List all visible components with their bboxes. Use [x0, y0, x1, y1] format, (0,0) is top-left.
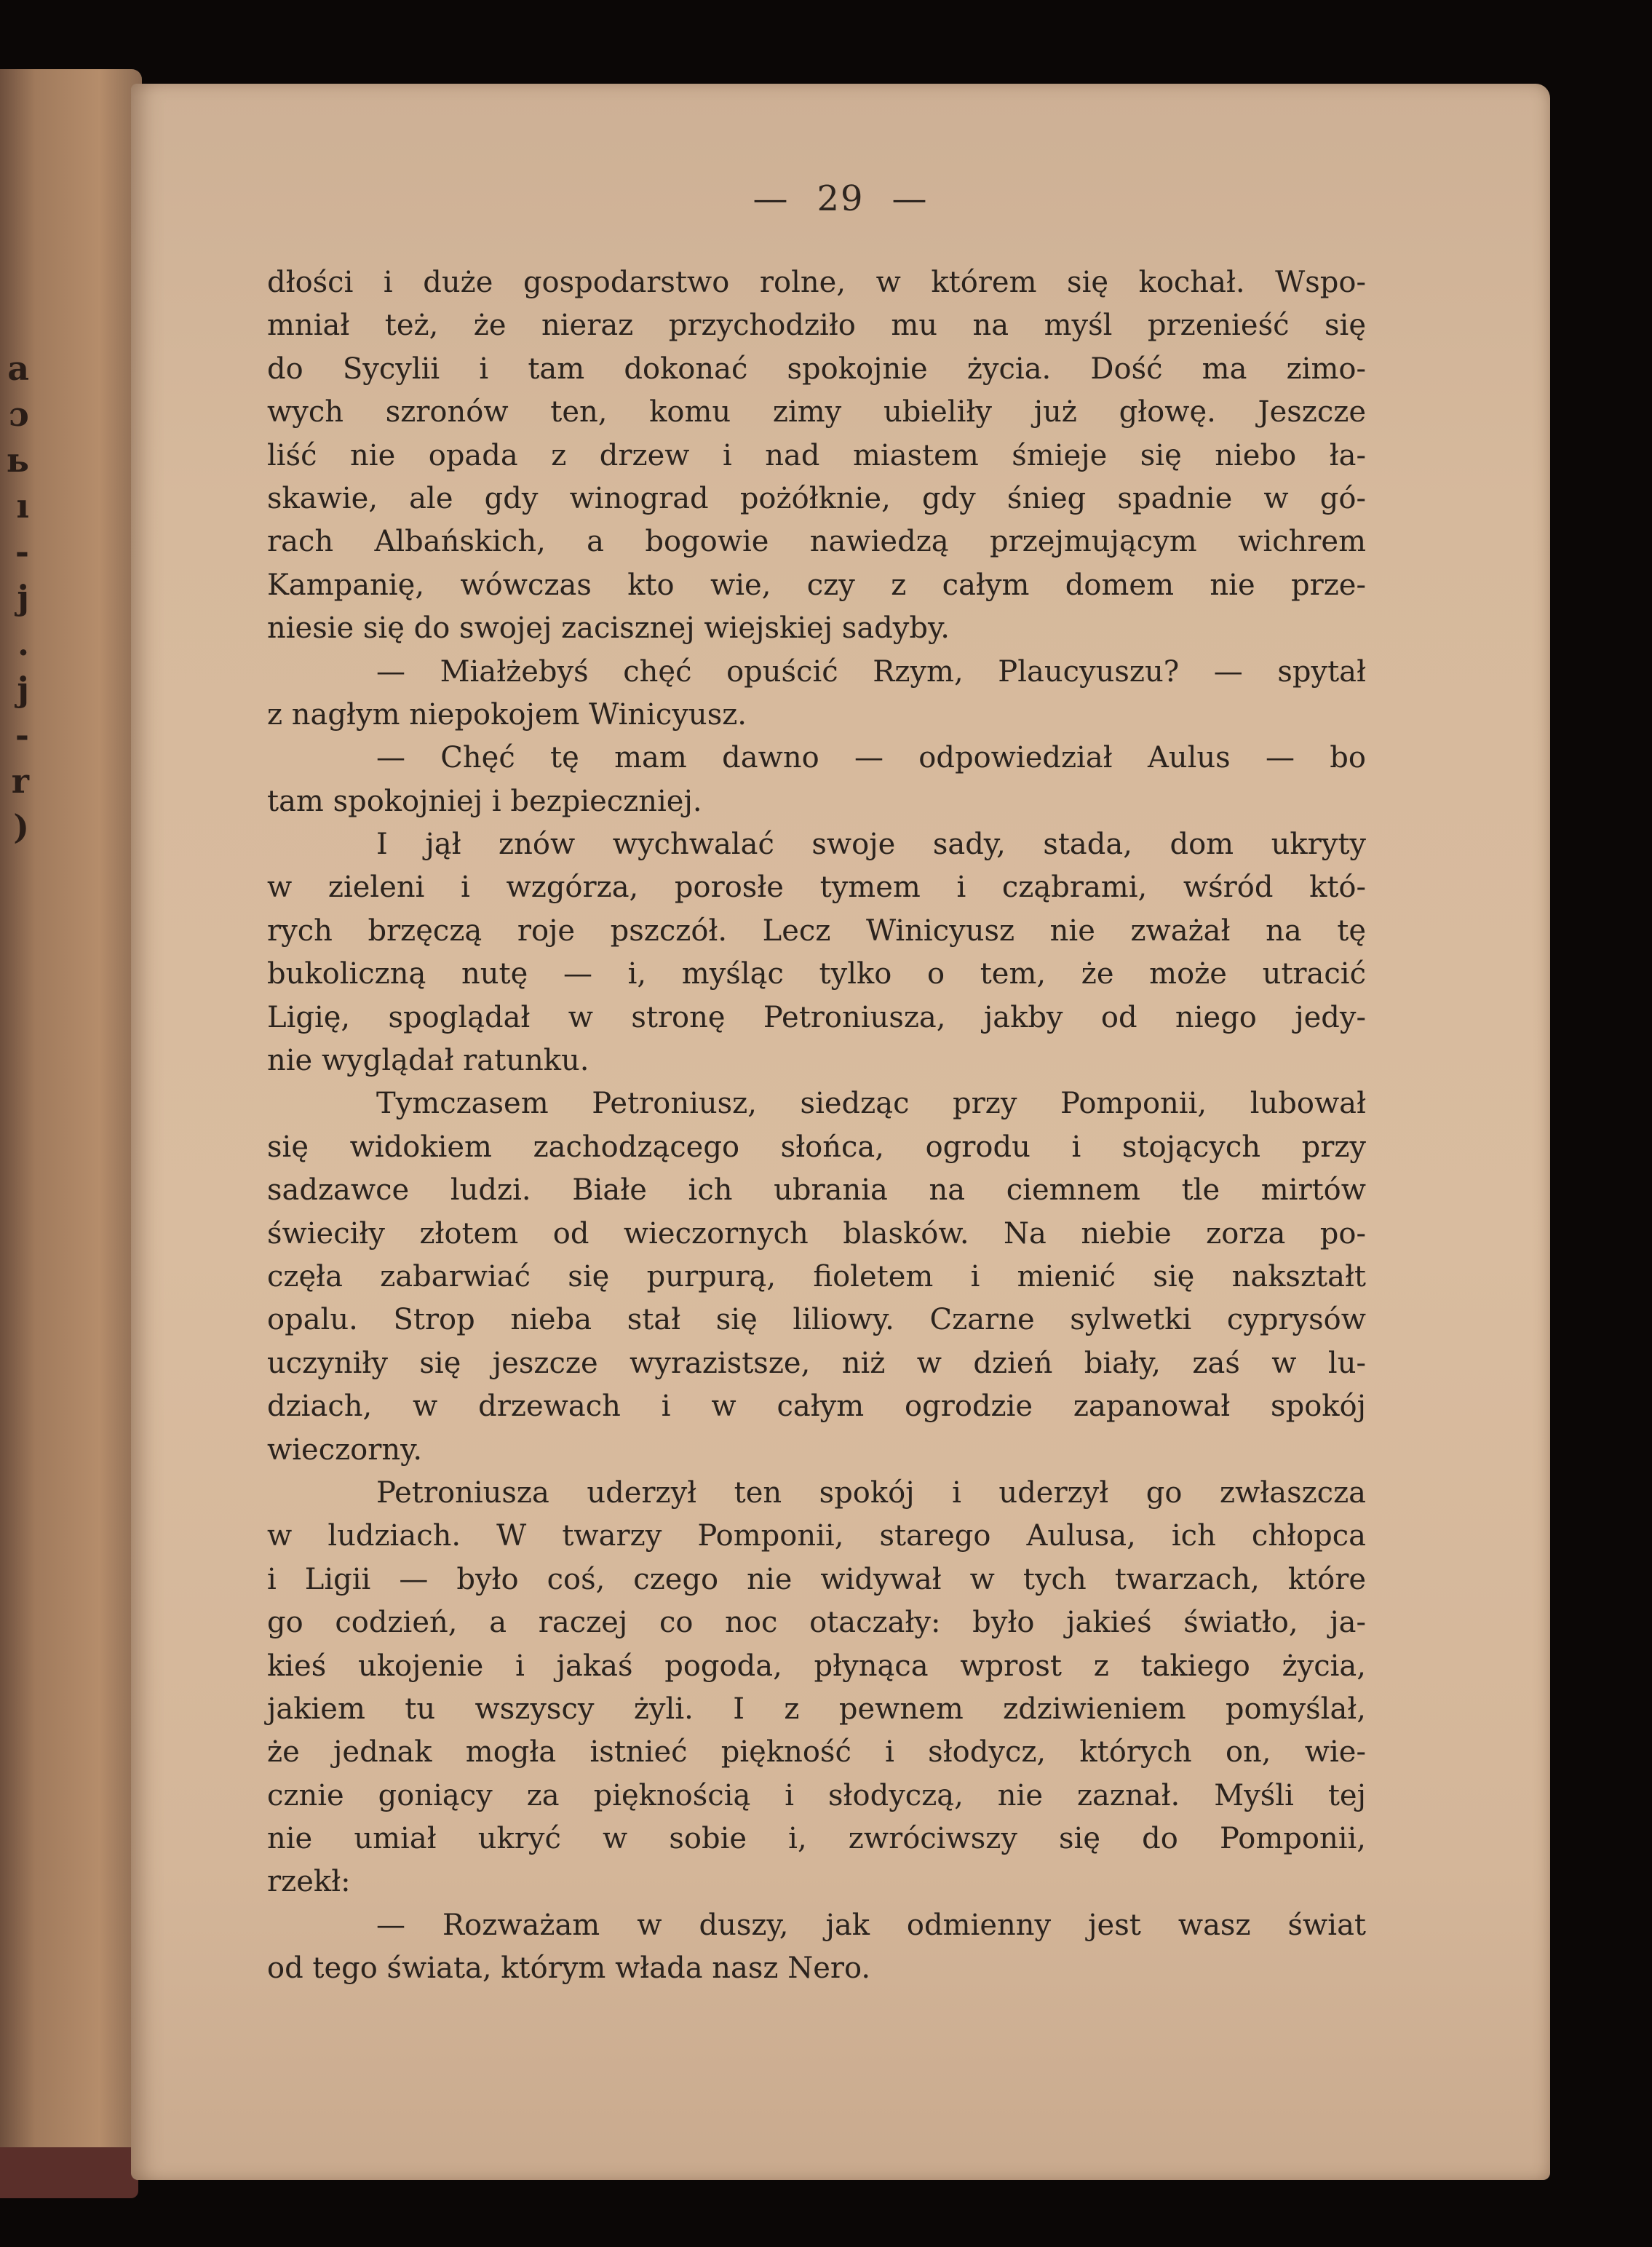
page-number-value: 29 [817, 178, 865, 219]
page-number: — 29 — [752, 178, 929, 219]
text-line: liść nie opada z drzew i nad miastem śmieje się niebo ła- [267, 438, 1366, 472]
text-line: rych brzęczą roje pszczół. Lecz Winicyusz nie zważał na tę [267, 914, 1366, 948]
text-line: świeciły złotem od wieczornych blasków. Na niebie zorza po- [267, 1216, 1366, 1251]
text-line: w zieleni i wzgórza, porosłe tymem i cząbrami, wśród któ- [267, 871, 1366, 905]
book-page [131, 84, 1550, 2180]
text-line: tam spokojniej i bezpieczniej. [267, 784, 702, 818]
text-line: że jednak mogła istnieć piękność i słodycz, których on, wie- [267, 1735, 1366, 1770]
text-line: sadzawce ludzi. Białe ich ubrania na ciemnem tle mirtów [267, 1173, 1366, 1208]
text-line: go codzień, a raczej co noc otaczały: było jakieś światło, ja- [267, 1606, 1366, 1640]
text-line: niesie się do swojej zacisznej wiejskiej sadyby. [267, 611, 950, 646]
text-line: Tymczasem Petroniusz, siedząc przy Pomponii, lubował [376, 1087, 1366, 1121]
left-page-fragment: j [17, 670, 29, 709]
left-page-fragment: r [11, 761, 29, 801]
text-line: rzekł: [267, 1865, 351, 1899]
text-line: Petroniusza uderzył ten spokój i uderzył go zwłaszcza [376, 1475, 1366, 1510]
left-page-fragment: ı [16, 486, 29, 526]
text-line: i Ligii — było coś, czego nie widywał w tych twarzach, które [267, 1562, 1366, 1596]
left-page-fragment: j [17, 578, 29, 617]
text-line: nie umiał ukryć w sobie i, zwróciwszy się do Pomponii, [267, 1822, 1366, 1856]
text-line: częła zabarwiać się purpurą, fioletem i mienić się nakształt [267, 1259, 1366, 1293]
text-line: I jął znów wychwalać swoje sady, stada, dom ukryty [376, 828, 1366, 862]
left-page-fragment: - [15, 716, 29, 755]
text-line: Ligię, spoglądał w stronę Petroniusza, jakby od niego jedy- [267, 1000, 1366, 1034]
left-page-fragment: a [7, 349, 29, 388]
text-line: wieczorny. [267, 1432, 423, 1467]
text-line: — Chęć tę mam dawno — odpowiedział Aulus — bo [376, 741, 1366, 775]
left-page-fragment: ь [6, 440, 29, 480]
text-line: wych szronów ten, komu zimy ubieliły już głowę. Jeszcze [267, 395, 1366, 429]
text-line: w ludziach. W twarzy Pomponii, starego Aulusa, ich chłopca [267, 1519, 1366, 1553]
text-line: dziach, w drzewach i w całym ogrodzie zapanował spokój [267, 1390, 1366, 1424]
text-line: dłości i duże gospodarstwo rolne, w którem się kochał. Wspo- [267, 266, 1366, 299]
left-page-fragment: - [15, 532, 29, 571]
text-line: się widokiem zachodzącego słońca, ogrodu i stojących przy [267, 1130, 1366, 1164]
text-line: od tego świata, którym włada nasz Nero. [267, 1951, 871, 1986]
text-line: opalu. Strop nieba stał się liliowy. Czarne sylwetki cyprysów [267, 1303, 1366, 1337]
text-line: kieś ukojenie i jakaś pogoda, płynąca wprost z takiego życia, [267, 1649, 1366, 1683]
text-line: mniał też, że nieraz przychodziło mu na myśl przenieść się [267, 309, 1366, 343]
left-page-fragment: ) [13, 807, 29, 847]
book-cover-edge [0, 2147, 138, 2198]
text-line: z nagłym niepokojem Winicyusz. [267, 697, 747, 732]
text-line: cznie goniący za pięknością i słodyczą, nie zaznał. Myśli tej [267, 1778, 1366, 1812]
text-line: — Rozważam w duszy, jak odmienny jest wasz świat [376, 1908, 1366, 1942]
text-line: rach Albańskich, a bogowie nawiedzą przejmującym wichrem [267, 525, 1366, 559]
left-page-fragment: ɔ [8, 395, 29, 434]
left-page-fragment: . [17, 624, 29, 663]
text-line: jakiem tu wszyscy żyli. I z pewnem zdziwieniem pomyślał, [267, 1692, 1366, 1726]
body-text [267, 261, 1366, 1991]
text-line: Kampanię, wówczas kto wie, czy z całym domem nie prze- [267, 568, 1366, 602]
left-page-edge [0, 69, 142, 2165]
text-line: nie wyglądał ratunku. [267, 1044, 589, 1078]
left-page-text-fragments [0, 346, 29, 850]
text-line: bukoliczną nutę — i, myśląc tylko o tem, że może utracić [267, 957, 1366, 991]
text-line: — Miałżebyś chęć opuścić Rzym, Plaucyuszu? — spytał [376, 654, 1366, 689]
text-line: uczyniły się jeszcze wyrazistsze, niż w dzień biały, zaś w lu- [267, 1346, 1366, 1380]
text-line: do Sycylii i tam dokonać spokojnie życia. Dość ma zimo- [267, 352, 1366, 386]
text-line: skawie, ale gdy winograd pożółknie, gdy śnieg spadnie w gó- [267, 481, 1366, 515]
